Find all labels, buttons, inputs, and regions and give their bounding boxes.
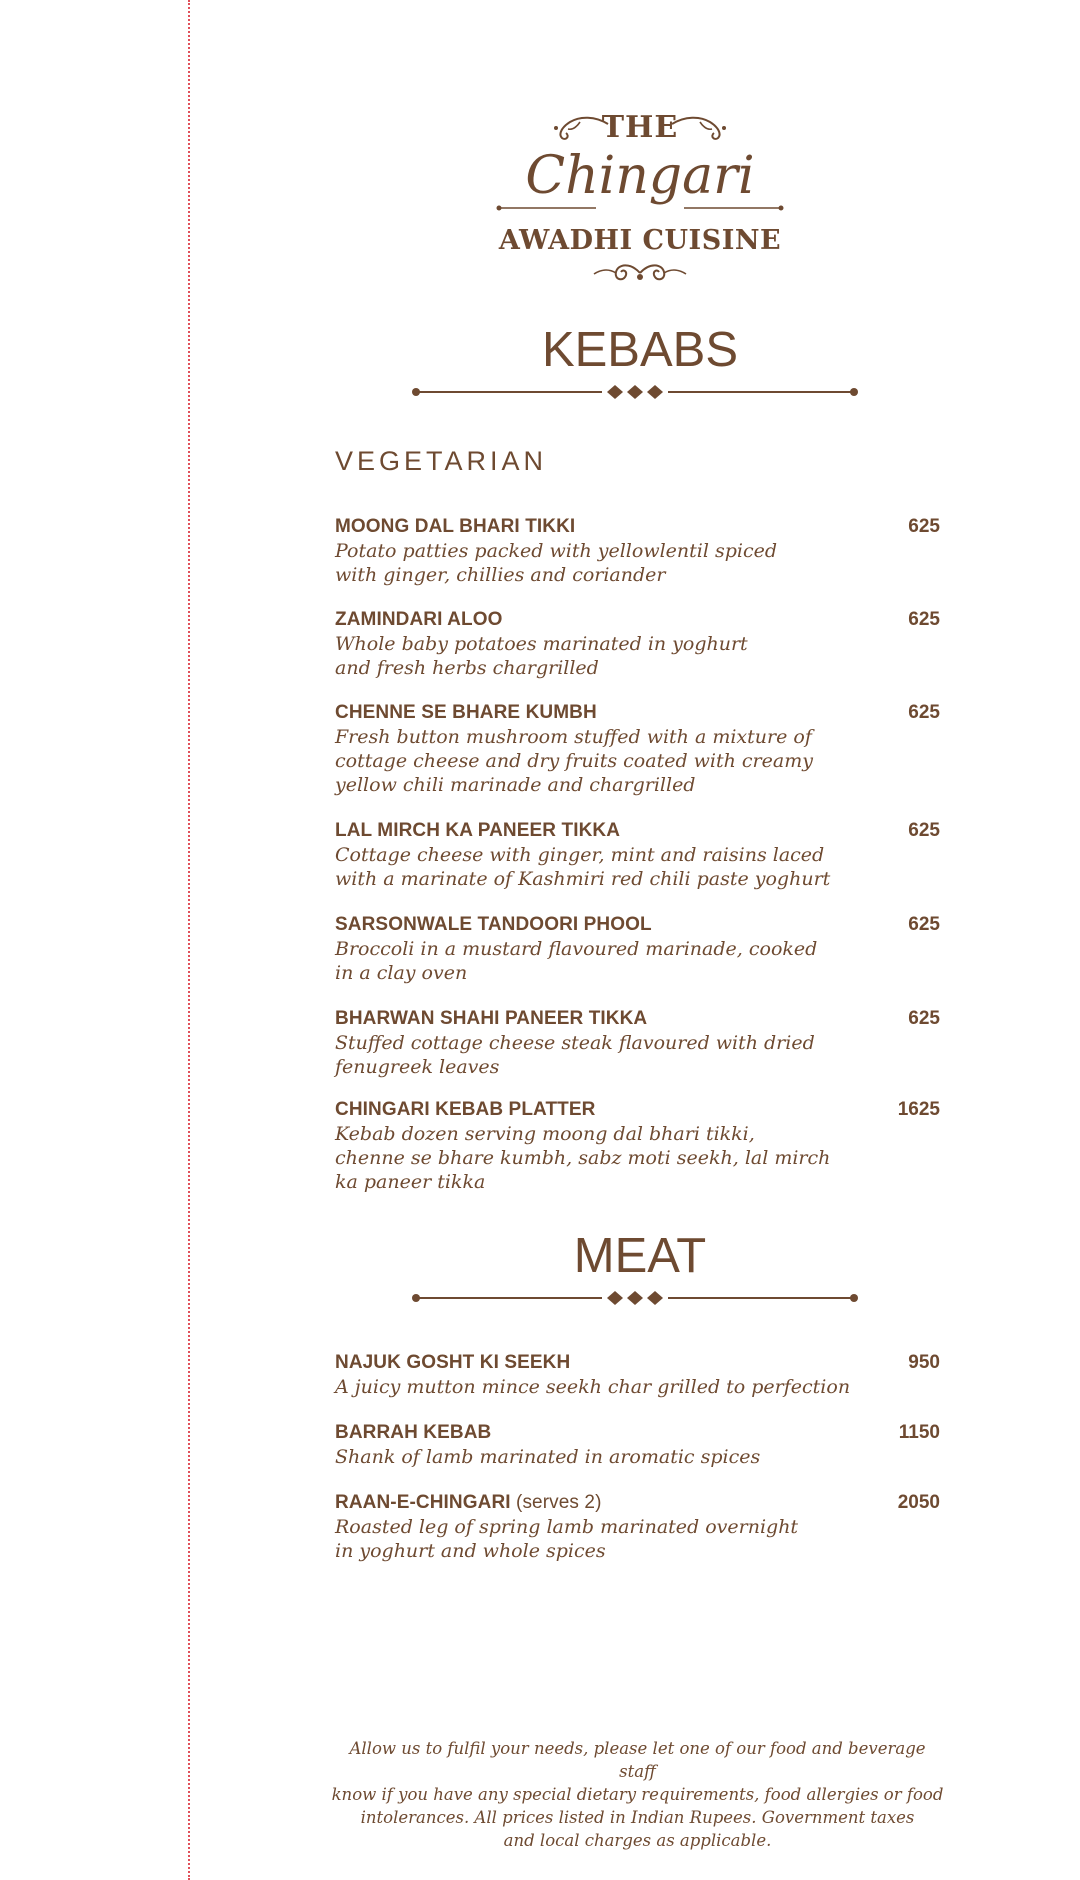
item-price: 625 [908, 609, 940, 630]
item-name: CHINGARI KEBAB PLATTER [335, 1099, 596, 1120]
item-name [335, 1421, 940, 1445]
logo-script-name: Chingari [525, 146, 755, 206]
item-name: MOONG DAL BHARI TIKKI [335, 516, 576, 537]
item-serving-note: (serves 2) [510, 1492, 602, 1513]
item-name: ZAMINDARI ALOO [335, 609, 503, 630]
item-description: Potato patties packed with yellowlentil spiced with ginger, chillies and coriander [335, 540, 778, 586]
item-price: 625 [908, 516, 940, 537]
item-price: 1625 [897, 1099, 940, 1120]
kebabs-title: KEBABS [541, 323, 739, 377]
menu-item [335, 913, 940, 985]
item-name [335, 1351, 940, 1375]
meat-title: MEAT [573, 1229, 707, 1283]
item-name: BHARWAN SHAHI PANEER TIKKA [335, 1008, 648, 1029]
item-description: Cottage cheese with ginger, mint and raisins laced with a marinate of Kashmiri red chili paste yoghurt [335, 844, 831, 890]
right-scroll-ornament [670, 112, 730, 144]
menu-item [335, 1007, 940, 1079]
menu-item [335, 1098, 940, 1194]
item-price: 2050 [897, 1492, 940, 1513]
item-price: 1150 [898, 1422, 940, 1443]
item-description: Whole baby potatoes marinated in yoghurt and fresh herbs chargrilled [335, 633, 748, 679]
flourish-ornament [590, 260, 690, 286]
menu-item [335, 1351, 940, 1399]
item-description: A juicy mutton mince seekh char grilled to perfection [335, 1376, 851, 1398]
item-price: 625 [908, 914, 940, 935]
item-description: Broccoli in a mustard flavoured marinade, cooked in a clay oven [335, 938, 818, 984]
vegetarian-heading: VEGETARIAN [335, 446, 548, 476]
item-description: Stuffed cottage cheese steak flavoured with dried fenugreek leaves [335, 1032, 815, 1078]
item-description: Roasted leg of spring lamb marinated overnight in yoghurt and whole spices [335, 1516, 799, 1562]
logo-the: THE [601, 110, 679, 145]
item-price: 625 [908, 1008, 940, 1029]
item-price: 950 [908, 1352, 940, 1373]
item-description: Fresh button mushroom stuffed with a mixture of cottage cheese and dry fruits coated with creamy yellow chili marinade and chargrilled [335, 726, 813, 796]
meat-divider [412, 1287, 858, 1309]
menu-item [335, 515, 940, 587]
restaurant-logo [490, 108, 790, 284]
menu-item [335, 819, 940, 891]
logo-underline [496, 204, 784, 212]
item-description: Kebab dozen serving moong dal bhari tikki, chenne se bhare kumbh, sabz moti seekh, lal mirch ka paneer tikka [335, 1123, 831, 1193]
item-description: Shank of lamb marinated in aromatic spices [335, 1446, 761, 1468]
item-name: SARSONWALE TANDOORI PHOOL [335, 914, 652, 935]
kebabs-divider [412, 381, 858, 403]
menu-item [335, 1421, 940, 1469]
item-name-text: RAAN-E-CHINGARI [335, 1492, 511, 1513]
item-name: LAL MIRCH KA PANEER TIKKA [335, 820, 621, 841]
dietary-notice: Allow us to fulfil your needs, please let one of our food and beverage staff know if you have any special dietary requirements, food allergies or food intolerances. All prices listed in Indian Rupees. Government taxes and local charges as applicable. [331, 1739, 944, 1850]
item-name [335, 1491, 940, 1515]
item-name-text: NAJUK GOSHT KI SEEKH [335, 1352, 571, 1373]
logo-subtitle: AWADHI CUISINE [498, 225, 782, 256]
item-name: CHENNE SE BHARE KUMBH [335, 702, 597, 723]
menu-item [335, 608, 940, 680]
item-name-text: BARRAH KEBAB [335, 1422, 492, 1443]
menu-item [335, 701, 940, 797]
dotted-margin-line [188, 0, 190, 1880]
menu-item [335, 1491, 940, 1563]
logo-top-row [490, 108, 790, 148]
item-price: 625 [908, 820, 940, 841]
item-price: 625 [908, 702, 940, 723]
left-scroll-ornament [550, 112, 610, 144]
